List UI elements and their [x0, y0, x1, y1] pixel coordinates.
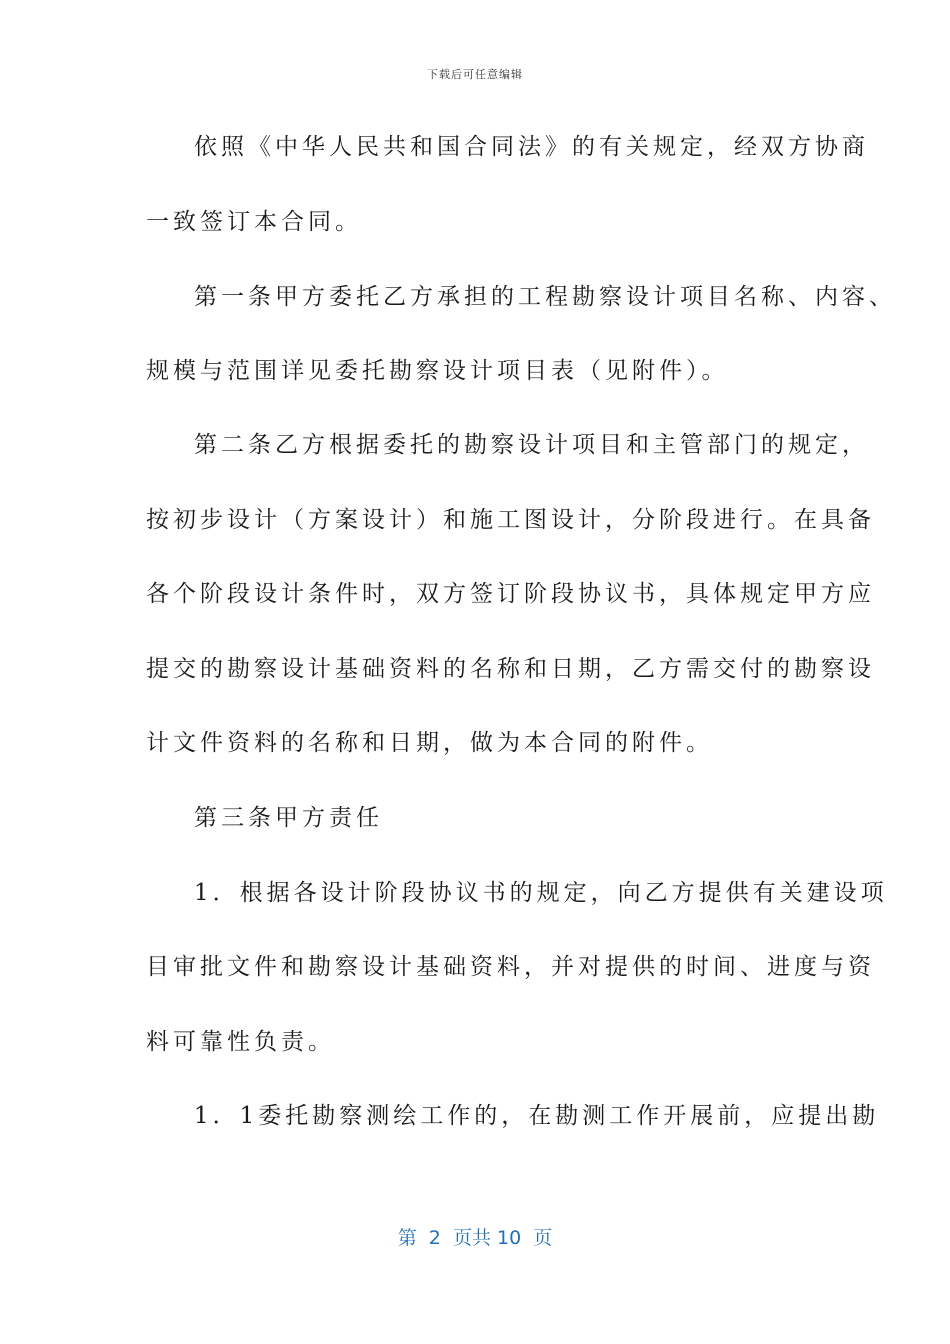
paragraph-line: 1．1委托勘察测绘工作的，在勘测工作开展前，应提出勘: [194, 1103, 880, 1129]
paragraph-line: 规模与范围详见委托勘察设计项目表（见附件）。: [146, 358, 729, 384]
section-heading: 第三条甲方责任: [194, 805, 383, 831]
paragraph-line: 各个阶段设计条件时，双方签订阶段协议书，具体规定甲方应: [146, 581, 875, 607]
paragraph-line: 按初步设计（方案设计）和施工图设计，分阶段进行。在具备: [146, 507, 875, 533]
paragraph-line: 依照《中华人民共和国合同法》的有关规定，经双方协商: [194, 134, 869, 160]
paragraph-line: 第一条甲方委托乙方承担的工程勘察设计项目名称、内容、: [194, 284, 896, 310]
paragraph-line: 一致签订本合同。: [146, 209, 362, 235]
paragraph-line: 目审批文件和勘察设计基础资料，并对提供的时间、进度与资: [146, 954, 875, 980]
paragraph-line: 提交的勘察设计基础资料的名称和日期，乙方需交付的勘察设: [146, 656, 875, 682]
page-number-footer: 第 2 页共 10 页: [397, 1227, 553, 1249]
paragraph-line: 计文件资料的名称和日期，做为本合同的附件。: [146, 730, 713, 756]
page-header: 下载后可任意编辑: [427, 68, 523, 81]
paragraph-line: 1．根据各设计阶段协议书的规定，向乙方提供有关建设项: [194, 880, 888, 906]
paragraph-line: 第二条乙方根据委托的勘察设计项目和主管部门的规定，: [194, 432, 869, 458]
paragraph-line: 料可靠性负责。: [146, 1029, 335, 1055]
